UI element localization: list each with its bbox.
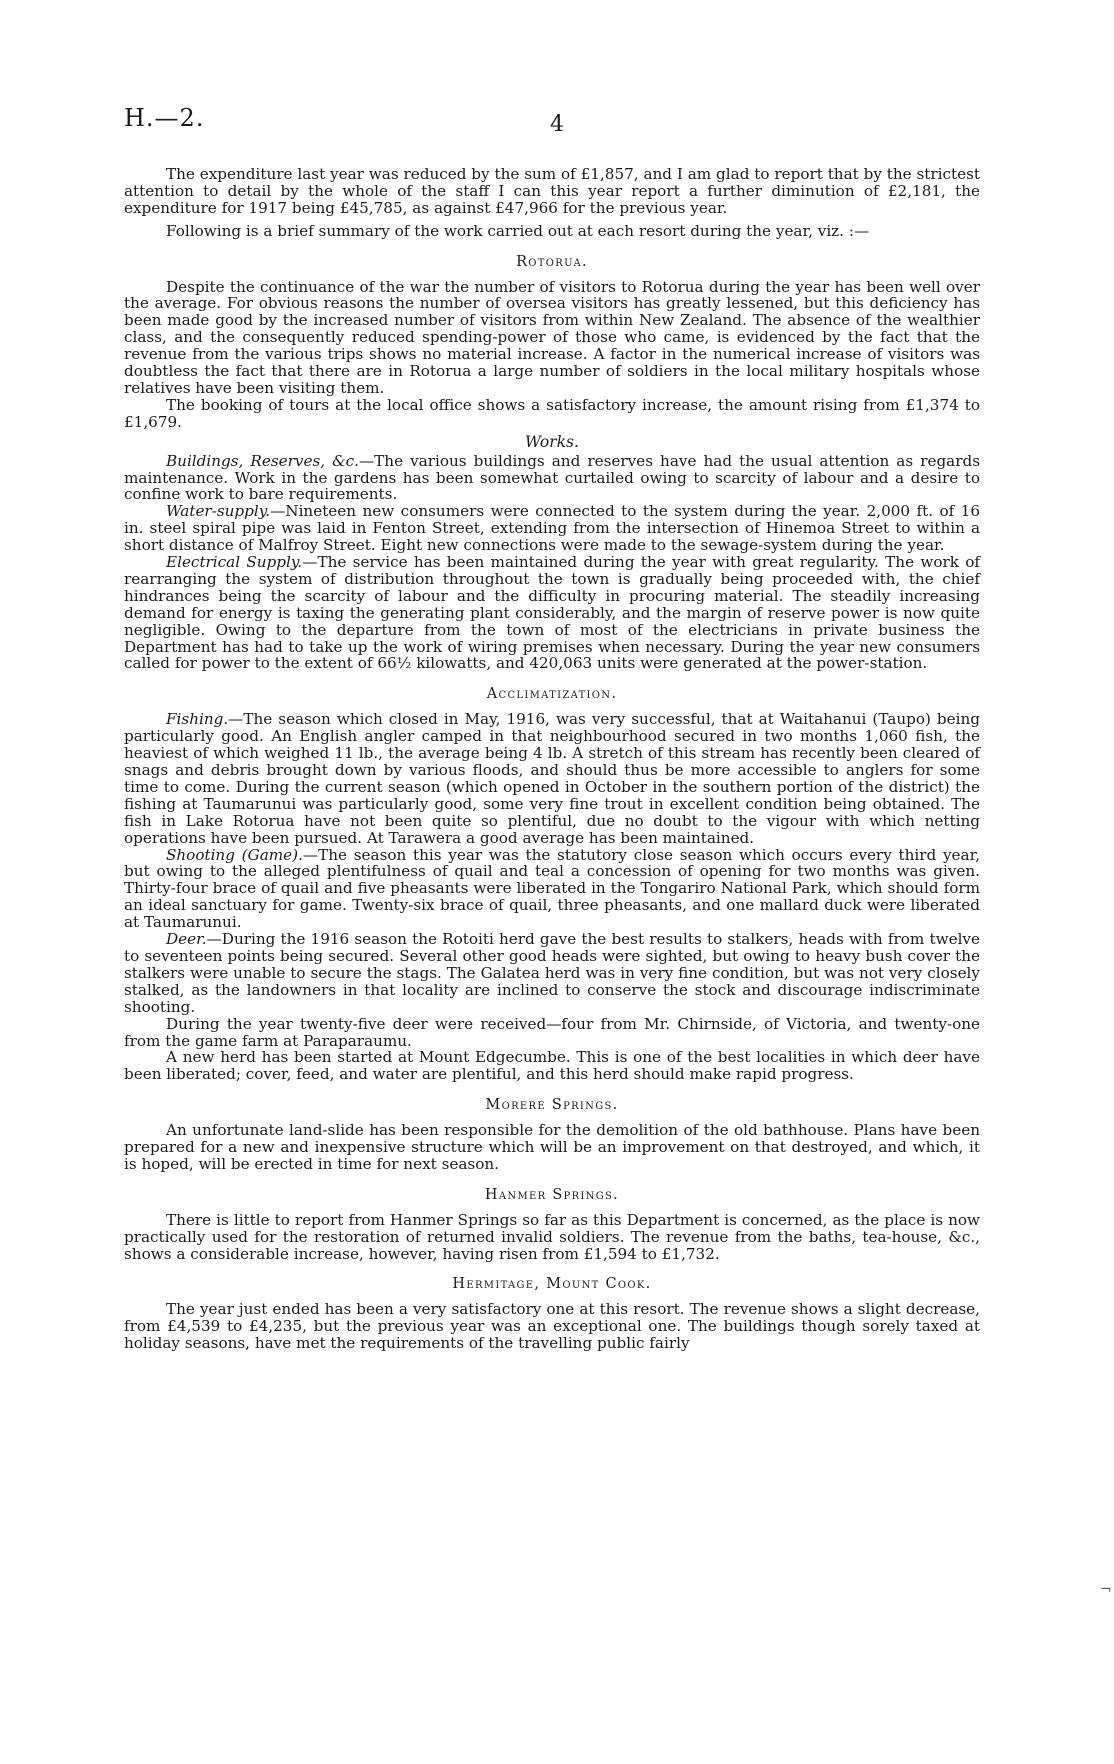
- electrical-supply-paragraph: [124, 554, 980, 672]
- section-heading-morere-springs: Morere Springs.: [485, 1097, 619, 1114]
- shooting-text: —The season this year was the statutory close season which occurs every third year, but owing to the alleged plentifulness of quail and teal a concession of opening for two months was given. Thirty-four brace of quail and five pheasants were liberated in the Tongariro National Park, which should form an ideal sanctuary for game. Twenty-six brace of quail, three pheasants, and one mallard duck were liberated at Taumarunui.: [124, 845, 980, 932]
- deer-paragraph: [124, 931, 980, 1016]
- fishing-paragraph: [124, 711, 980, 846]
- section-heading-acclimatization: Acclimatization.: [486, 686, 618, 703]
- fishing-lead: Fishing.: [166, 710, 229, 729]
- section-heading-rotorua: Rotorua.: [516, 253, 588, 270]
- fishing-text: —The season which closed in May, 1916, was very successful, that at Waitahanui (Taupo) being particularly good. An English angler camped in that neighbourhood secured in two months 1,060 fish, the heaviest of which weighed 11 lb., the average being 4 lb. A stretch of this stream has recently been cleared of snags and debris brought down by various floods, and should thus be more accessible to anglers for some time to come. During the current season (which opened in October in the southern portion of the district) the fishing at Taumarunui was particularly good, some very fine trout in excellent condition being obtained. The fish in Lake Rotorua have not been quite so plentiful, due no doubt to the vigour with which netting operations have been pursued. At Tarawera a good average has been maintained.: [124, 710, 980, 847]
- shooting-paragraph: [124, 847, 980, 932]
- buildings-text: —The various buildings and reserves have had the usual attention as regards maintenance. Work in the gardens has been somewhat curtailed owing to scarcity of labour and a desire to confine work to bare requirements.: [124, 451, 980, 504]
- buildings-paragraph: [124, 453, 980, 504]
- deer-lead: Deer.: [166, 930, 207, 949]
- water-supply-text: —Nineteen new consumers were connected to the system during the year. 2,000 ft. of 16 in. steel spiral pipe was laid in Fenton Street, extending from the intersection of Hinemoa Street to within a short distance of Malfroy Street. Eight new connections were made to the sewage-system during the year.: [124, 502, 980, 555]
- water-supply-lead: Water-supply.: [166, 502, 271, 521]
- hanmer-paragraph: There is little to report from Hanmer Springs so far as this Department is concerned, as the place is now practically used for the restoration of returned invalid soldiers. The revenue from the baths, tea-house, &c., shows a considerable increase, however, having risen from £1,594 to £1,732.: [124, 1210, 980, 1263]
- document-body: [124, 166, 980, 1352]
- deer-new-herd-paragraph: A new herd has been started at Mount Edgecumbe. This is one of the best localities in which deer have been liberated; cover, feed, and water are plentiful, and this herd should make rapid progress.: [124, 1048, 980, 1084]
- rotorua-bookings-paragraph: The booking of tours at the local office shows a satisfactory increase, the amount rising from £1,374 to £1,679.: [124, 395, 980, 431]
- scan-edge-mark: ¬: [1100, 1582, 1112, 1598]
- subheading-works: Works.: [525, 432, 579, 451]
- section-heading-hermitage: Hermitage, Mount Cook.: [452, 1276, 652, 1293]
- deer-received-paragraph: During the year twenty-five deer were received—four from Mr. Chirnside, of Victoria, and twenty-one from the game farm at Paraparaumu.: [124, 1014, 980, 1050]
- water-supply-paragraph: [124, 503, 980, 554]
- electrical-supply-text: —The service has been maintained during the year with great regularity. The work of rearranging the system of distribution throughout the town is gradually being proceeded with, the chief hindrances being the scarcity of labour and the difficulty in procuring material. The steadily increasing demand for energy is taxing the generating plant considerably, and the margin of reserve power is now quite negligible. Owing to the departure from the town of most of the electricians in private business the Department has had to take up the work of wiring premises when necessary. During the year new consumers called for power to the extent of 66½ kilowatts, and 420,063 units were generated at the power-station.: [124, 553, 981, 673]
- shooting-lead: Shooting (Game).: [166, 845, 303, 864]
- morere-paragraph: An unfortunate land-slide has been responsible for the demolition of the old bathhouse. Plans have been prepared for a new and inexpensive structure which will be an improvement on that destroyed, and which, it is hoped, will be erected in time for next season.: [124, 1121, 980, 1173]
- deer-text: —During the 1916 season the Rotoiti herd gave the best results to stalkers, heads with from twelve to seventeen points being secured. Several other good heads were sighted, but owing to heavy bush cover the stalkers were unable to secure the stags. The Galatea herd was in very fine condition, but was not very closely stalked, as the landowners in that locality are inclined to conserve the stock and discourage indiscriminate shooting.: [124, 930, 980, 1016]
- page-number: 4: [550, 112, 564, 137]
- buildings-lead: Buildings, Reserves, &c.: [166, 451, 359, 470]
- intro-summary-paragraph: Following is a brief summary of the work carried out at each resort during the year, viz. :—: [166, 221, 870, 240]
- document-code: H.—2.: [124, 104, 205, 132]
- section-heading-hanmer-springs: Hanmer Springs.: [484, 1186, 620, 1203]
- rotorua-visitors-paragraph: Despite the continuance of the war the number of visitors to Rotorua during the year has been well over the average. For obvious reasons the number of oversea visitors has greatly lessened, but this deficiency has been made good by the increased number of visitors from within New Zealand. The absence of the wealthier class, and the consequently reduced spending-power of those who came, is evidenced by the fact that the revenue from the various trips shows no material increase. A factor in the numerical increase of visitors was doubtless the fact that there are in Rotorua a large number of soldiers in the local military hospitals whose relatives have been visiting them.: [124, 277, 980, 397]
- electrical-supply-lead: Electrical Supply.: [166, 553, 303, 572]
- intro-paragraph: The expenditure last year was reduced by the sum of £1,857, and I am glad to report that by the strictest attention to detail by the whole of the staff I can this year report a further diminution of £2,181, the expenditure for 1917 being £45,785, as against £47,966 for the previous year.: [124, 165, 980, 217]
- hermitage-paragraph: The year just ended has been a very satisfactory one at this resort. The revenue shows a slight decrease, from £4,539 to £4,235, but the previous year was an exceptional one. The buildings though sorely taxed at holiday seasons, have met the requirements of the travelling public fairly: [124, 1300, 980, 1353]
